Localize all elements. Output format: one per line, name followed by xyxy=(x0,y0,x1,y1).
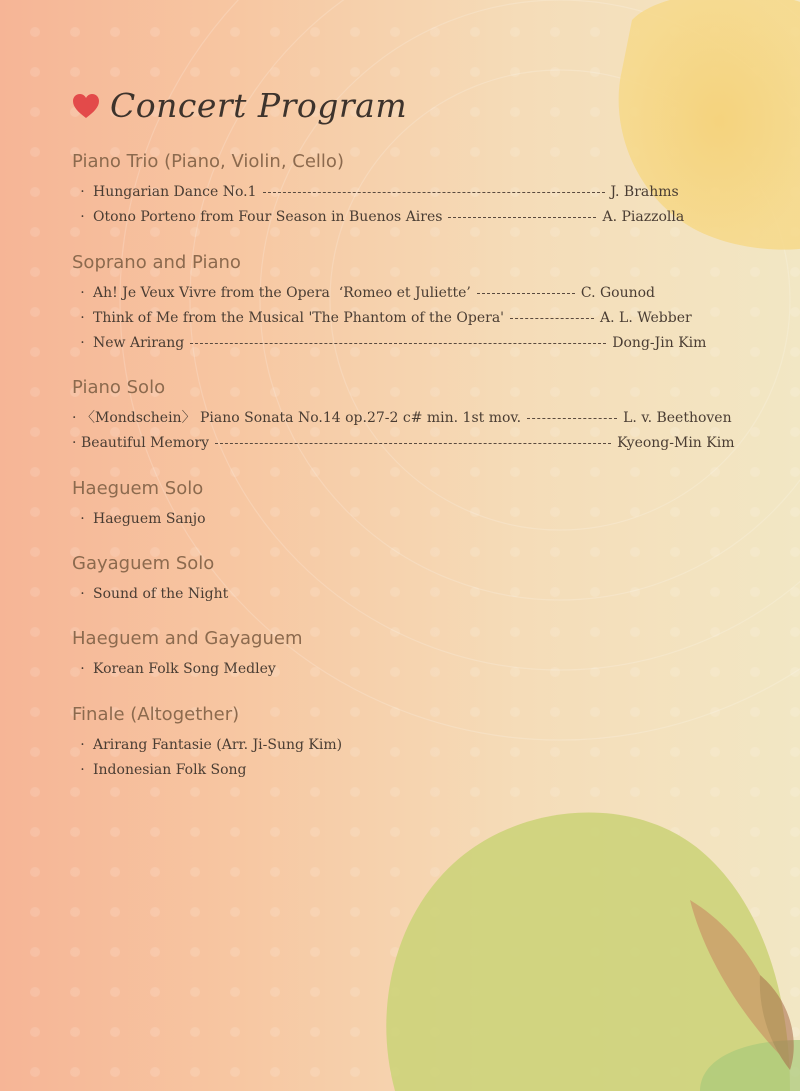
program-item xyxy=(72,180,772,205)
program-item xyxy=(72,406,772,431)
section-title: Haeguem and Gayaguem xyxy=(72,628,303,649)
program-item xyxy=(72,758,772,783)
work-title: Indonesian Folk Song xyxy=(93,762,247,778)
composer-name: Kyeong-Min Kim xyxy=(617,435,735,451)
dash-leader xyxy=(527,406,617,431)
work-title: Think of Me from the Musical 'The Phantom of the Opera' xyxy=(93,310,505,326)
work-title: Beautiful Memory xyxy=(81,435,210,451)
work-title: 〈Mondschein〉 Piano Sonata No.14 op.27-2 c# min. 1st mov. xyxy=(81,410,522,426)
dash-leader xyxy=(263,180,605,205)
program-section xyxy=(72,251,772,356)
program-item xyxy=(72,733,772,758)
bullet: · xyxy=(80,511,85,527)
section-title: Finale (Altogether) xyxy=(72,704,240,725)
dash-leader xyxy=(448,205,596,230)
program-section xyxy=(72,376,772,456)
page-header xyxy=(72,86,407,125)
work-title: Hungarian Dance No.1 xyxy=(93,184,257,200)
program-item xyxy=(72,281,772,306)
bullet: · xyxy=(80,310,85,326)
section-title: Haeguem Solo xyxy=(72,478,204,499)
heart-icon xyxy=(72,93,100,119)
program-section xyxy=(72,477,772,532)
program-section xyxy=(72,150,772,230)
bullet: · xyxy=(80,737,85,753)
bullet: · xyxy=(80,184,85,200)
program-item xyxy=(72,331,772,356)
work-title: Otono Porteno from Four Season in Buenos Aires xyxy=(93,209,443,225)
program-item xyxy=(72,582,772,607)
program-item xyxy=(72,306,772,331)
bullet: · xyxy=(80,762,85,778)
bullet: · xyxy=(80,661,85,677)
bullet: · xyxy=(80,335,85,351)
work-title: Korean Folk Song Medley xyxy=(93,661,276,677)
work-title: Sound of the Night xyxy=(93,586,229,602)
bullet: · xyxy=(80,285,85,301)
bullet: · xyxy=(72,410,77,426)
program-section xyxy=(72,627,772,682)
work-title: Haeguem Sanjo xyxy=(93,511,206,527)
program-section xyxy=(72,552,772,607)
composer-name: J. Brahms xyxy=(610,184,679,200)
section-title: Piano Trio (Piano, Violin, Cello) xyxy=(72,151,344,172)
dash-leader xyxy=(477,281,575,306)
program-section xyxy=(72,703,772,783)
dash-leader xyxy=(215,431,611,456)
dash-leader xyxy=(190,331,606,356)
dash-leader xyxy=(510,306,594,331)
program-item xyxy=(72,205,772,230)
composer-name: C. Gounod xyxy=(580,285,656,301)
bullet: · xyxy=(80,586,85,602)
composer-name: A. L. Webber xyxy=(600,310,692,326)
section-title: Piano Solo xyxy=(72,377,166,398)
composer-name: A. Piazzolla xyxy=(602,209,685,225)
bullet: · xyxy=(80,209,85,225)
work-title: Ah! Je Veux Vivre from the Opera ‘Romeo et Juliette’ xyxy=(93,285,471,301)
section-title: Soprano and Piano xyxy=(72,252,241,273)
program-item xyxy=(72,507,772,532)
program-item xyxy=(72,657,772,682)
program-item xyxy=(72,431,772,456)
work-title: New Arirang xyxy=(93,335,185,351)
section-title: Gayaguem Solo xyxy=(72,553,215,574)
composer-name: L. v. Beethoven xyxy=(623,410,732,426)
bullet: · xyxy=(72,435,77,451)
composer-name: Dong-Jin Kim xyxy=(612,335,707,351)
page-title: Concert Program xyxy=(110,86,408,125)
work-title: Arirang Fantasie (Arr. Ji-Sung Kim) xyxy=(93,737,343,753)
